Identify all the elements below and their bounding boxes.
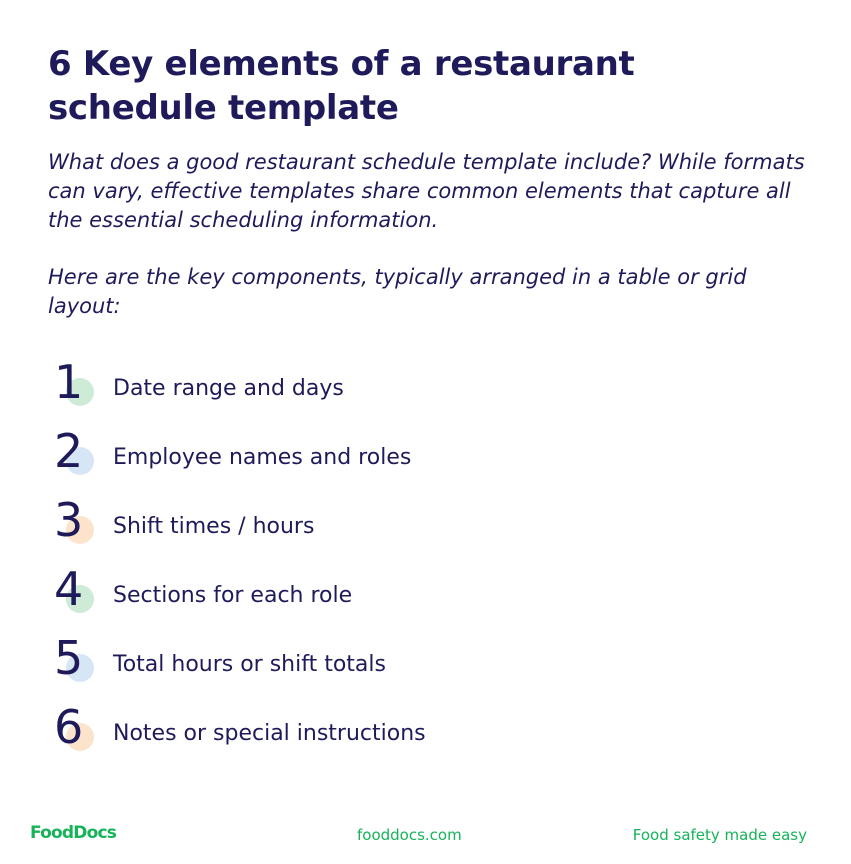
item-number: 2 [54,424,84,478]
list-item [48,421,748,490]
item-number-badge [54,354,104,414]
item-label: Total hours or shift totals [113,652,386,677]
intro-paragraph: Here are the key components, typically arranged in a table or grid layout: [48,265,747,318]
intro-text [48,148,808,321]
item-label: Notes or special instructions [113,721,426,746]
item-number: 5 [54,631,84,685]
list-item [48,352,748,421]
item-number: 1 [54,355,84,409]
item-number-badge [54,561,104,621]
intro-paragraph: What does a good restaurant schedule template include? While formats can vary, effective templates share common elements that capture all the essential scheduling information. [48,150,805,232]
item-number-badge [54,630,104,690]
page-title: 6 Key elements of a restaurant schedule template [48,44,635,128]
footer [0,822,851,850]
list-item [48,697,748,766]
item-number-badge [54,699,104,759]
key-elements-list [48,352,748,766]
item-number: 3 [54,493,84,547]
list-item [48,628,748,697]
item-label: Shift times / hours [113,514,315,539]
list-item [48,490,748,559]
fooddocs-logo: FoodDocs [30,823,117,843]
item-number: 6 [54,700,84,754]
list-item [48,559,748,628]
item-label: Sections for each role [113,583,353,608]
item-label: Date range and days [113,376,344,401]
footer-site-link[interactable]: fooddocs.com [357,826,462,844]
item-number-badge [54,492,104,552]
footer-tagline: Food safety made easy [632,826,807,844]
item-number: 4 [54,562,84,616]
item-number-badge [54,423,104,483]
item-label: Employee names and roles [113,445,412,470]
